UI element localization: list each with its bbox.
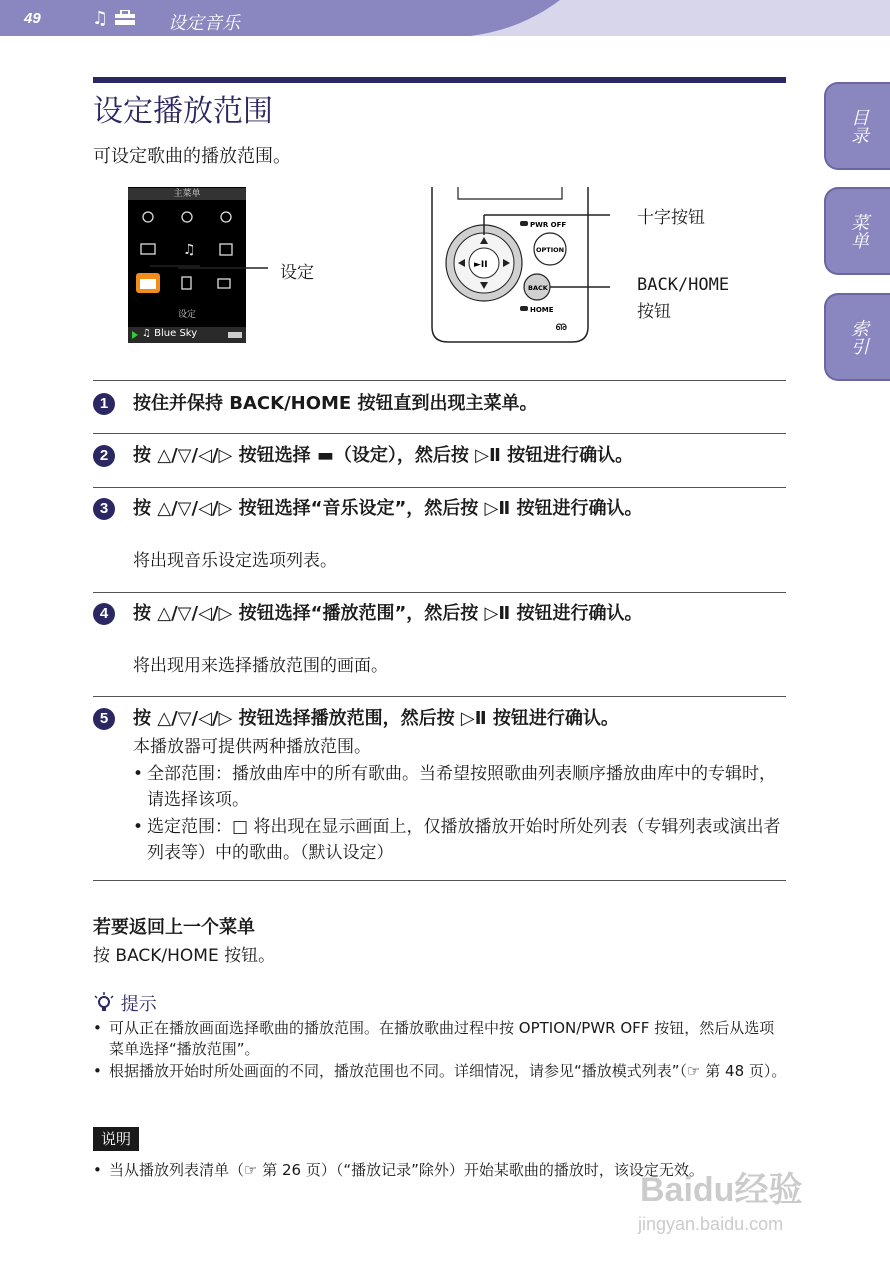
divider [93,696,786,697]
note-badge: 说明 [93,1127,139,1151]
screen-selected-label: 设定 [177,310,196,320]
step-subtext: 本播放器可提供两种播放范围。 [133,737,371,757]
step-number: 3 [93,498,115,520]
step-number: 4 [93,603,115,625]
back-label: BACK [528,284,548,292]
lightbulb-icon [93,992,115,1014]
callout-cross-button: 十字按钮 [637,208,705,228]
watermark-url: jingyan.baidu.com [638,1214,784,1234]
option-label: OPTION [536,246,565,254]
step-number: 5 [93,708,115,730]
screen-now-playing: ♫ Blue Sky [142,328,198,339]
divider [93,592,786,593]
divider [93,380,786,381]
tab-label: 菜单 [848,213,869,249]
step-text: 按住并保持 BACK/HOME 按钮直到出现主菜单。 [133,393,538,414]
tip-heading-text: 提示 [120,994,157,1015]
tip-text: 可从正在播放画面选择歌曲的播放范围。在播放歌曲过程中按 OPTION/PWR OFF 按钮，然后从选项菜单选择“播放范围”。 [109,1019,775,1058]
step-number: 1 [93,393,115,415]
step-subtext: 将出现用来选择播放范围的画面。 [133,656,388,676]
callout-settings: 设定 [280,263,314,283]
title-rule [93,77,786,83]
settings-leader-line-2 [178,266,268,270]
music-note-icon: ♫ [92,8,109,29]
player-illustration [430,187,610,347]
bullet-text: 选定范围：□ 将出现在显示画面上，仅播放播放开始时所处列表（专辑列表或演出者列表等）中的歌曲。（默认设定） [147,817,781,863]
step-number: 2 [93,445,115,467]
note-text: 当从播放列表清单（☞ 第 26 页）（“播放记录”除外）开始某歌曲的播放时，该设定无效。 [109,1161,704,1179]
header-bar [0,0,890,36]
screen-menu-title: 主菜单 [128,188,246,200]
svg-text:♫: ♫ [183,242,196,258]
step-text: 按 △/▽/◁/▷ 按钮选择“音乐设定”，然后按 ▷Ⅱ 按钮进行确认。 [133,498,643,519]
back-body: 按 BACK/HOME 按钮。 [93,946,276,966]
baidu-watermark: Baidu经验 [640,1171,803,1209]
page-number: 49 [24,10,41,27]
tip-heading [93,990,157,1016]
toolbox-icon [114,10,136,26]
pwr-off-label: PWR OFF [530,221,567,229]
home-label: HOME [530,306,554,314]
step-text: 按 △/▽/◁/▷ 按钮选择 ▬（设定），然后按 ▷Ⅱ 按钮进行确认。 [133,445,634,466]
divider [93,880,786,881]
back-heading: 若要返回上一个菜单 [93,917,255,938]
tab-contents[interactable] [824,82,890,170]
divider [93,487,786,488]
step-text: 按 △/▽/◁/▷ 按钮选择“播放范围”，然后按 ▷Ⅱ 按钮进行确认。 [133,603,643,624]
step-subtext: 将出现音乐设定选项列表。 [133,551,337,571]
intro-text: 可设定歌曲的播放范围。 [93,146,291,167]
callout-back-home: BACK/HOME [637,275,730,295]
tab-menu[interactable] [824,187,890,275]
page-title: 设定播放范围 [93,94,273,129]
divider [93,433,786,434]
header-title: 设定音乐 [168,13,240,34]
svg-text:►II: ►II [474,260,488,270]
tab-index[interactable] [824,293,890,381]
step-text: 按 △/▽/◁/▷ 按钮选择播放范围，然后按 ▷Ⅱ 按钮进行确认。 [133,708,619,729]
callout-back-home-button: 按钮 [637,302,671,322]
now-playing-text: Blue Sky [154,328,198,339]
tab-label: 索引 [848,319,869,355]
tip-text: 根据播放开始时所处画面的不同，播放范围也不同。详细情况，请参见“播放模式列表”（☞ 第 48 页）。 [109,1062,787,1080]
bullet-text: 全部范围：播放曲库中的所有歌曲。当希望按照歌曲列表顺序播放曲库中的专辑时，请选择该项。 [147,764,776,810]
svg-text:ഌ: ഌ [555,320,567,333]
tab-label: 目录 [848,108,869,144]
